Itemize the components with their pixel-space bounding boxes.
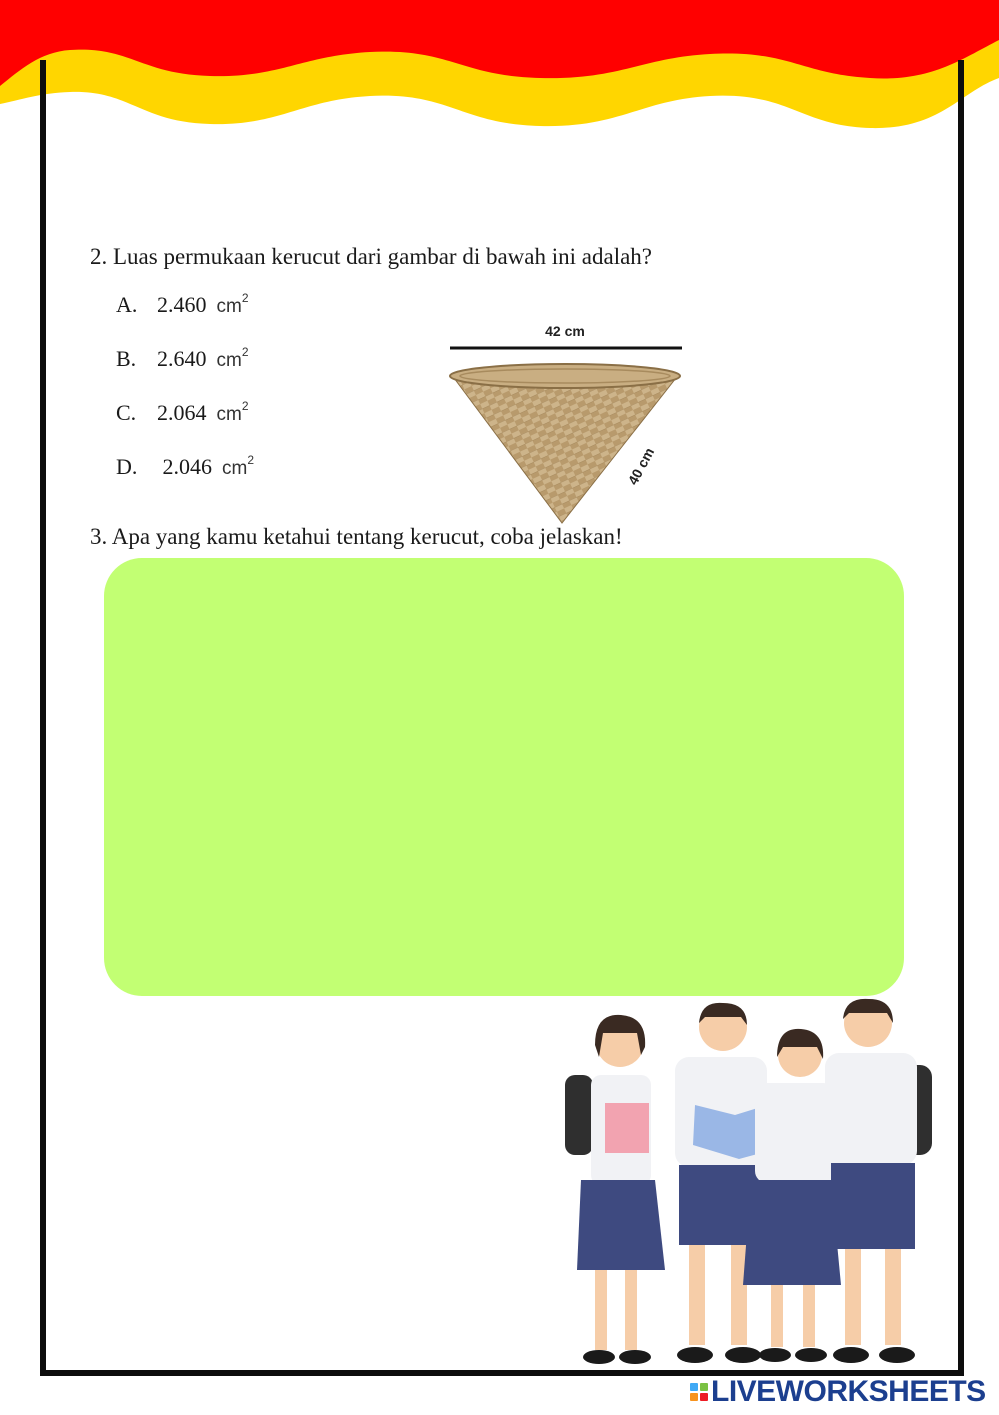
student-boy-right bbox=[825, 999, 932, 1363]
question-3-text: 3. Apa yang kamu ketahui tentang kerucut, coba jelaskan! bbox=[90, 524, 623, 549]
student-girl-left bbox=[565, 1015, 665, 1364]
option-value: 2.046 bbox=[157, 454, 212, 479]
cone-basket-figure bbox=[440, 318, 690, 528]
option-c[interactable] bbox=[116, 400, 249, 426]
option-letter: B. bbox=[116, 346, 137, 371]
students-illustration bbox=[555, 995, 945, 1380]
option-value: 2.640 bbox=[157, 346, 207, 371]
logo-icon bbox=[690, 1383, 708, 1401]
option-letter: C. bbox=[116, 400, 137, 425]
liveworksheets-logo[interactable] bbox=[690, 1372, 986, 1412]
answer-box[interactable] bbox=[104, 558, 904, 996]
option-unit: $cm^2$ bbox=[216, 398, 249, 425]
option-a[interactable] bbox=[116, 292, 249, 318]
basket-rim bbox=[450, 364, 680, 388]
diameter-label: 42 cm bbox=[545, 323, 585, 339]
slant-label: 40 cm bbox=[624, 444, 658, 488]
option-value: 2.064 bbox=[157, 400, 207, 425]
option-b[interactable] bbox=[116, 346, 249, 372]
option-letter: A. bbox=[116, 292, 138, 317]
option-d[interactable] bbox=[116, 454, 254, 480]
option-unit: $cm^2$ bbox=[216, 290, 249, 317]
option-value: 2.460 bbox=[157, 292, 207, 317]
option-letter: D. bbox=[116, 454, 138, 479]
question-2-text: 2. Luas permukaan kerucut dari gambar di bawah ini adalah? bbox=[90, 244, 652, 269]
option-unit: $cm^2$ bbox=[216, 344, 249, 371]
option-unit: $cm^2$ bbox=[222, 452, 255, 479]
logo-text: LIVEWORKSHEETS bbox=[711, 1375, 986, 1408]
